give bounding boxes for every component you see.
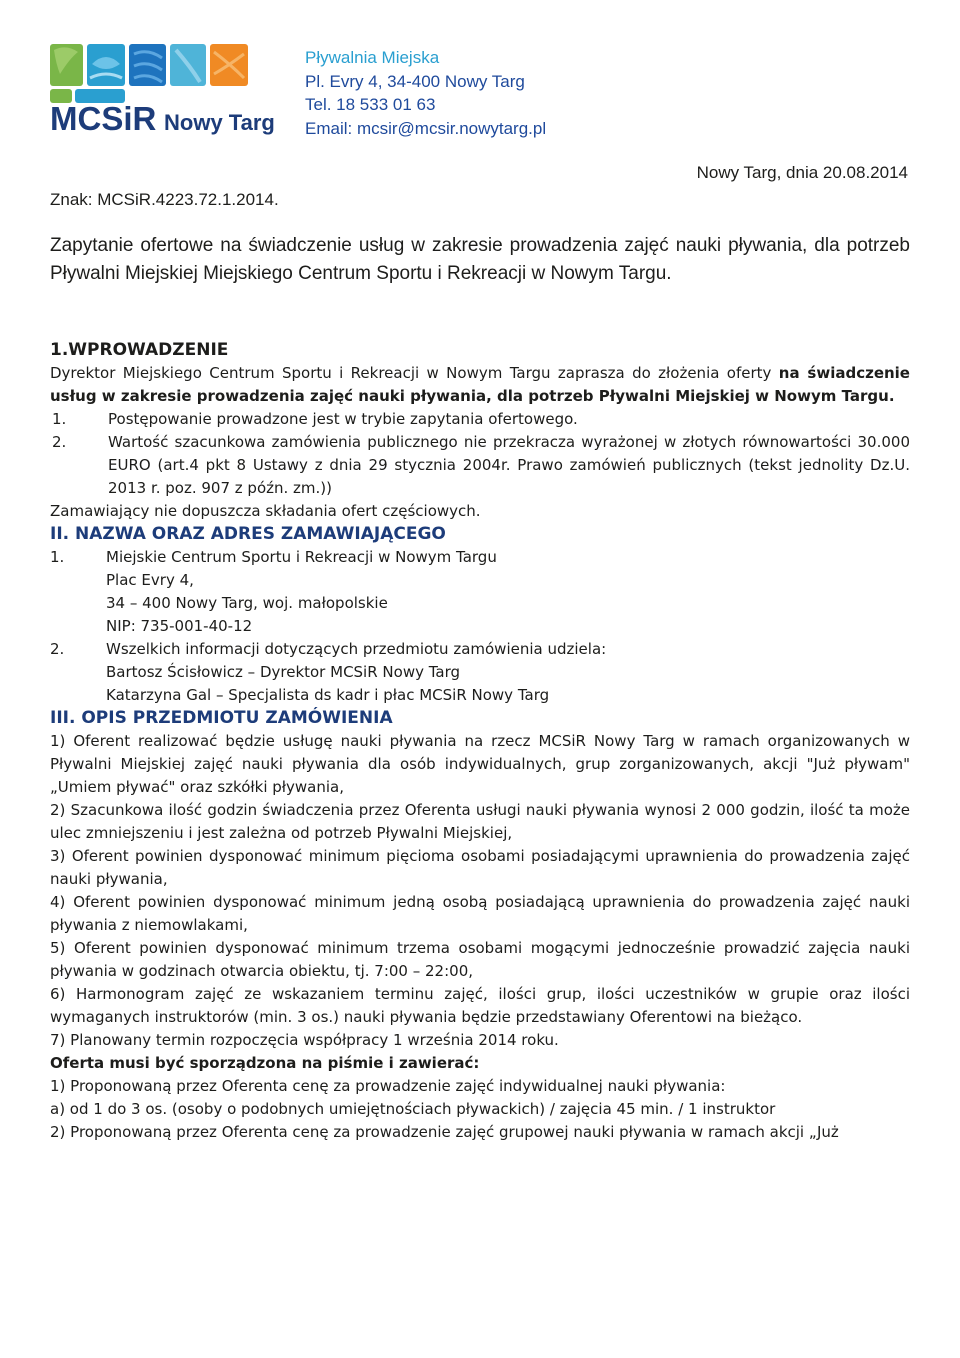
list-item [50, 546, 910, 569]
offer-heading: Oferta musi być sporządzona na piśmie i zawierać: [50, 1054, 480, 1072]
paragraph: 5) Oferent powinien dysponować minimum trzema osobami mogącymi jednocześnie prowadzić zajęcia nauki pływania w godzinach otwarcia obiektu, tj. 7:00 – 22:00, [50, 939, 910, 980]
list-number: 1. [50, 548, 65, 566]
address-line: Plac Evry 4, [106, 571, 194, 589]
section-3-heading: III. OPIS PRZEDMIOTU ZAMÓWIENIA [50, 708, 393, 728]
logo-nowy-targ-text: Nowy Targ [164, 110, 275, 135]
offer-item: 2) Proponowaną przez Oferenta cenę za prowadzenie zajęć grupowej nauki pływania w ramach akcji „Już [50, 1123, 839, 1141]
paragraph: 4) Oferent powinien dysponować minimum jedną osobą posiadającą uprawnienia do prowadzenia zajęć nauki pływania z niemowlakami, [50, 893, 910, 934]
paragraph: 1) Oferent realizować będzie usługę nauki pływania na rzecz MCSiR Nowy Targ w ramach organizowanych w Pływalni Miejskiej zajęć nauki pływania dla osób indywidualnych, grup zorganizowanych, akcji "Już pływam" „Umiem pływać" oraz szkółki pływania, [50, 732, 910, 796]
mcsir-logo [50, 44, 285, 136]
list-text: Wartość szacunkowa zamówienia publicznego nie przekracza wyrażonej w złotych równowartości 30.000 EURO (art.4 pkt 8 Ustawy z dnia 29 stycznia 2004r. Prawo zamówień publicznych (tekst jednolity Dz.U. 2013 r. poz. 907 z późn. zm.)) [108, 433, 910, 497]
list-number: 1. [52, 410, 67, 428]
letterhead-address [305, 46, 546, 140]
address-line: 34 – 400 Nowy Targ, woj. małopolskie [106, 594, 388, 612]
section-1-intro [50, 362, 910, 408]
section-1-heading: 1.WPROWADZENIE [50, 340, 229, 360]
org-email: Email: mcsir@mcsir.nowytarg.pl [305, 118, 547, 138]
offer-item: 1) Proponowaną przez Oferenta cenę za prowadzenie zajęć indywidualnej nauki pływania: [50, 1077, 726, 1095]
org-name: Pływalnia Miejska [305, 48, 440, 67]
contact-person: Katarzyna Gal – Specjalista ds kadr i płac MCSiR Nowy Targ [106, 686, 550, 704]
document-date: Nowy Targ, dnia 20.08.2014 [696, 163, 908, 182]
list-text: Postępowanie prowadzone jest w trybie zapytania ofertowego. [108, 410, 578, 428]
list-number: 2. [50, 640, 65, 658]
logo-mosaic-icon [50, 44, 248, 103]
paragraph: 3) Oferent powinien dysponować minimum pięcioma osobami posiadającymi uprawnienia do prowadzenia zajęć nauki pływania, [50, 847, 910, 888]
paragraph: 2) Szacunkowa ilość godzin świadczenia przez Oferenta usługi nauki pływania wynosi 2 000 godzin, ilość ta może ulec zmniejszeniu i jest zależna od potrzeb Pływalni Miejskiej, [50, 801, 910, 842]
offer-item: a) od 1 do 3 os. (osoby o podobnych umiejętnościach pływackich) / zajęcia 45 min. / 1 instruktor [50, 1100, 776, 1118]
list-text: Miejskie Centrum Sportu i Rekreacji w Nowym Targu [106, 548, 497, 566]
address-line: NIP: 735-001-40-12 [106, 617, 253, 635]
contact-person: Bartosz Ścisłowicz – Dyrektor MCSiR Nowy Targ [106, 663, 461, 681]
paragraph: 6) Harmonogram zajęć ze wskazaniem terminu zajęć, ilości grup, ilości uczestników w grupie oraz ilości wymaganych instruktorów (min. 3 os.) nauki pływania będzie przedstawiany Oferentowi na bieżąco. [50, 985, 910, 1026]
list-item [50, 638, 910, 661]
list-number: 2. [52, 433, 67, 451]
list-item [50, 431, 910, 500]
logo-mcsir-text: MCSiR [50, 100, 157, 136]
list-item [50, 408, 910, 431]
section-2-heading: II. NAZWA ORAZ ADRES ZAMAWIAJĄCEGO [50, 524, 446, 544]
document-body [50, 338, 910, 1144]
org-address: Pl. Evry 4, 34-400 Nowy Targ [305, 71, 525, 91]
document-reference: Znak: MCSiR.4223.72.1.2014. [50, 190, 279, 209]
intro-plain: Dyrektor Miejskiego Centrum Sportu i Rekreacji w Nowym Targu zaprasza do złożenia oferty [50, 364, 779, 382]
paragraph: 7) Planowany termin rozpoczęcia współpracy 1 września 2014 roku. [50, 1031, 559, 1049]
document-title: Zapytanie ofertowe na świadczenie usług w zakresie prowadzenia zajęć nauki pływania, dla potrzeb Pływalni Miejskiej Miejskiego Centrum Sportu i Rekreacji w Nowym Targu. [50, 235, 910, 284]
org-phone: Tel. 18 533 01 63 [305, 95, 436, 114]
intro-bold: na świadczenie usług w zakresie prowadzenia zajęć nauki pływania, dla potrzeb Pływalni Miejskiej w Nowym Targu. [50, 364, 910, 405]
section-1-note: Zamawiający nie dopuszcza składania ofert częściowych. [50, 502, 481, 520]
list-text: Wszelkich informacji dotyczących przedmiotu zamówienia udziela: [106, 640, 607, 658]
